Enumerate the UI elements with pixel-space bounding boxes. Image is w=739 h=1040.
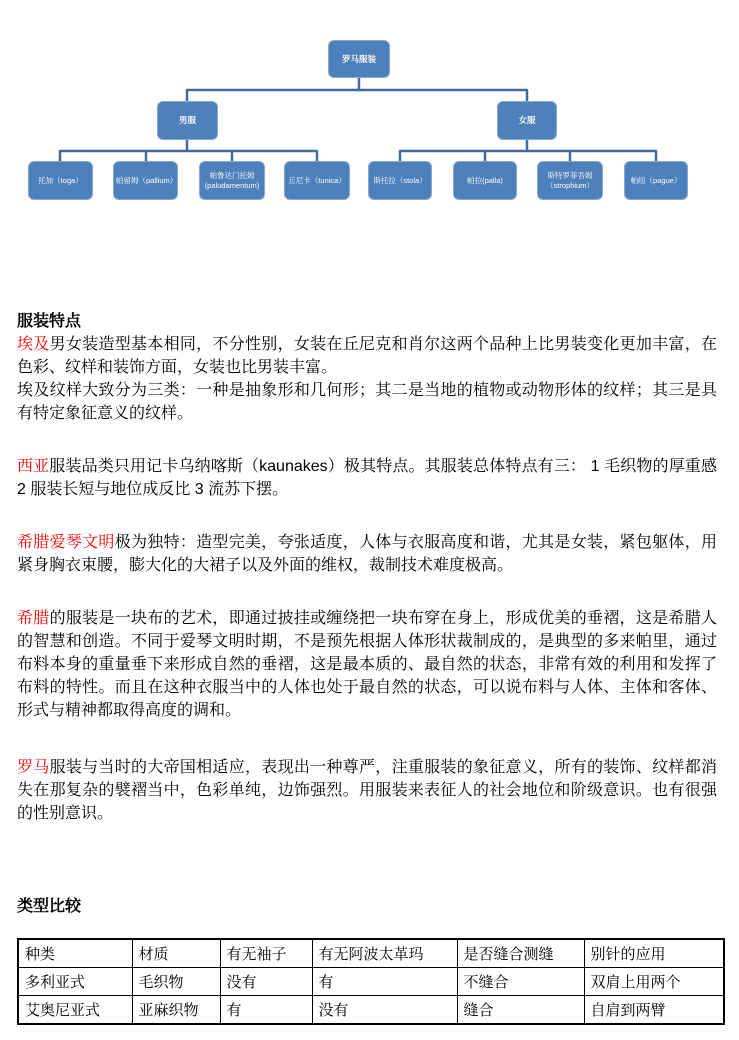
paragraph-text: 埃及纹样大致分为三类：一种是抽象形和几何形；其二是当地的植物或动物形体的纹样；其三是具有特定象征意义的纹样。	[17, 382, 717, 422]
features-heading: 服装特点	[17, 313, 82, 330]
table-header-cell: 是否缝合测缝	[457, 939, 584, 968]
org-node-palla[interactable]: 帕拉(palla)	[453, 161, 517, 200]
org-node-toga[interactable]: 托加（toga）	[28, 161, 93, 200]
paragraph-greece	[17, 607, 717, 722]
table-cell: 缝合	[457, 996, 584, 1025]
paragraph-egypt-style	[17, 333, 717, 379]
comparison-table	[17, 938, 725, 1025]
table-header-cell: 材质	[132, 939, 220, 968]
paragraph-text: 服装品类只用记卡乌纳喀斯（kaunakes）极其特点。其服装总体特点有三： 1 毛织物的厚重感 2 服装长短与地位成反比 3 流苏下摆。	[17, 458, 717, 498]
table-cell: 艾奥尼亚式	[18, 996, 132, 1025]
org-chart	[0, 0, 739, 310]
table-header-row	[18, 939, 724, 968]
table-cell: 没有	[220, 968, 312, 996]
table-header-cell: 有无袖子	[220, 939, 312, 968]
paragraph-west-asia	[17, 455, 717, 501]
org-node-pallium[interactable]: 帕留姆（pallium）	[113, 161, 178, 200]
org-node-paludamentum[interactable]: 帕鲁达门托姆 (paludamentum)	[199, 161, 265, 200]
org-node-mens-clothing[interactable]: 男服	[157, 101, 218, 140]
table-header-cell: 有无阿波太革玛	[312, 939, 457, 968]
table-header-cell: 种类	[18, 939, 132, 968]
table-cell: 多利亚式	[18, 968, 132, 996]
table-cell: 亚麻织物	[132, 996, 220, 1025]
org-node-root[interactable]: 罗马服装	[328, 40, 390, 78]
paragraph-lead-aegean: 希腊爱琴文明	[17, 534, 115, 551]
table-header-cell: 别针的应用	[584, 939, 724, 968]
table-cell: 自肩到两臂	[584, 996, 724, 1025]
table-row	[18, 968, 724, 996]
table-row	[18, 996, 724, 1025]
paragraph-text: 服装与当时的大帝国相适应，表现出一种尊严，注重服装的象征意义，所有的装饰、纹样都消失在那复杂的襞褶当中，色彩单纯，边饰强烈。用服装来表征人的社会地位和阶级意识。也有很强的性别意识。	[17, 759, 717, 822]
paragraph-text: 极为独特：造型完美，夸张适度，人体与衣服高度和谐，尤其是女装，紧包躯体，用紧身胸衣束腰，膨大化的大裙子以及外面的维权，裁制技术难度极高。	[17, 534, 717, 574]
table-cell: 毛织物	[132, 968, 220, 996]
table-cell: 双肩上用两个	[584, 968, 724, 996]
paragraph-rome	[17, 756, 717, 825]
paragraph-aegean	[17, 531, 717, 577]
comparison-heading: 类型比较	[17, 898, 82, 915]
table-cell: 没有	[312, 996, 457, 1025]
paragraph-egypt-patterns	[17, 379, 717, 425]
paragraph-lead-greece: 希腊	[17, 610, 50, 627]
document-body	[0, 310, 739, 1025]
org-node-womens-clothing[interactable]: 女服	[497, 101, 557, 140]
org-node-strophium[interactable]: 斯特罗菲吾姆（strophium）	[537, 161, 603, 200]
table-cell: 不缝合	[457, 968, 584, 996]
table-cell: 有	[312, 968, 457, 996]
paragraph-lead-egypt: 埃及	[17, 336, 50, 353]
org-node-stola[interactable]: 斯托拉（stola）	[368, 161, 432, 200]
paragraph-lead-west-asia: 西亚	[17, 458, 50, 475]
org-node-pague[interactable]: 帕纽（pague）	[624, 161, 688, 200]
paragraph-text: 的服装是一块布的艺术，即通过披挂或缠绕把一块布穿在身上，形成优美的垂褶，这是希腊人的智慧和创造。不同于爱琴文明时期，不是预先根据人体形状裁制成的，是典型的多来帕里，通过布料本身的重量垂下来形成自然的垂褶，这是最本质的、最自然的状态，非常有效的利用和发挥了布料的特性。而且在这种衣服当中的人体也处于最自然的状态，可以说布料与人体、主体和客体、形式与精神都取得高度的调和。	[17, 610, 717, 719]
paragraph-lead-rome: 罗马	[17, 759, 50, 776]
table-cell: 有	[220, 996, 312, 1025]
org-node-tunica[interactable]: 丘尼卡（tunica）	[284, 161, 350, 200]
paragraph-text: 男女装造型基本相同，不分性别，女装在丘尼克和肖尔这两个品种上比男装变化更加丰富，在色彩、纹样和装饰方面，女装也比男装丰富。	[17, 336, 717, 376]
